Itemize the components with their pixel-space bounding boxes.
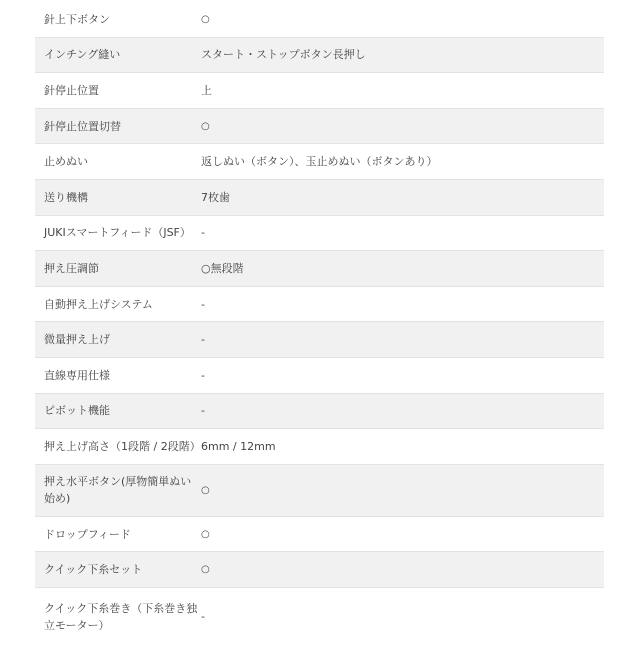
row-value: ○ — [201, 13, 210, 25]
spec-table — [35, 2, 604, 646]
row-value: - — [201, 404, 205, 418]
row-label: 送り機構 — [44, 190, 88, 204]
table-row — [35, 251, 604, 287]
table-row — [35, 144, 604, 180]
row-label: 針停止位置 — [44, 83, 99, 97]
row-value: 6mm / 12mm — [201, 439, 276, 453]
row-value: ○ — [201, 564, 210, 576]
table-row — [35, 517, 604, 553]
row-value: ○ — [201, 528, 210, 540]
row-label: 針停止位置切替 — [44, 119, 121, 133]
row-value: - — [201, 610, 205, 624]
row-value: スタート・ストップボタン長押し — [201, 48, 366, 62]
row-label: 微量押え上げ — [44, 333, 110, 347]
row-value: 上 — [201, 83, 212, 97]
row-label: 押え圧調節 — [44, 261, 99, 275]
table-row — [35, 73, 604, 109]
table-row — [35, 552, 604, 588]
row-label: クイック下糸セット — [44, 563, 143, 577]
row-label: ドロップフィード — [44, 527, 131, 541]
row-value: 7枚歯 — [201, 190, 230, 204]
row-value: - — [201, 333, 205, 347]
row-value: - — [201, 226, 205, 240]
row-value: ○ — [201, 484, 210, 496]
table-row — [35, 322, 604, 358]
row-label: 針上下ボタン — [44, 12, 110, 26]
row-label: 自動押え上げシステム — [44, 297, 153, 311]
row-value: - — [201, 297, 205, 311]
table-row — [35, 358, 604, 394]
row-label: 止めぬい — [44, 155, 88, 169]
row-label: ピボット機能 — [44, 404, 110, 418]
row-value: 返しぬい（ボタン）、玉止めぬい（ボタンあり） — [201, 155, 438, 169]
row-label: クイック下糸巻き（下糸巻き独立モーター） — [44, 601, 198, 632]
table-row — [35, 2, 604, 38]
table-row — [35, 216, 604, 252]
row-value: ○ — [201, 120, 210, 132]
row-label: 押え水平ボタン(厚物簡単ぬい始め) — [44, 475, 192, 506]
table-row — [35, 38, 604, 74]
row-label: 直線専用仕様 — [44, 368, 110, 382]
table-row — [35, 180, 604, 216]
table-row — [35, 429, 604, 465]
row-value: - — [201, 368, 205, 382]
table-row — [35, 465, 604, 517]
table-row — [35, 109, 604, 145]
row-label: 押え上げ高さ（1段階 / 2段階） — [44, 439, 201, 453]
table-row — [35, 588, 604, 646]
row-label: インチング縫い — [44, 48, 121, 62]
row-label: JUKIスマートフィード（JSF） — [44, 226, 191, 240]
row-value: ○無段階 — [201, 261, 244, 275]
table-row — [35, 394, 604, 430]
table-row — [35, 287, 604, 323]
